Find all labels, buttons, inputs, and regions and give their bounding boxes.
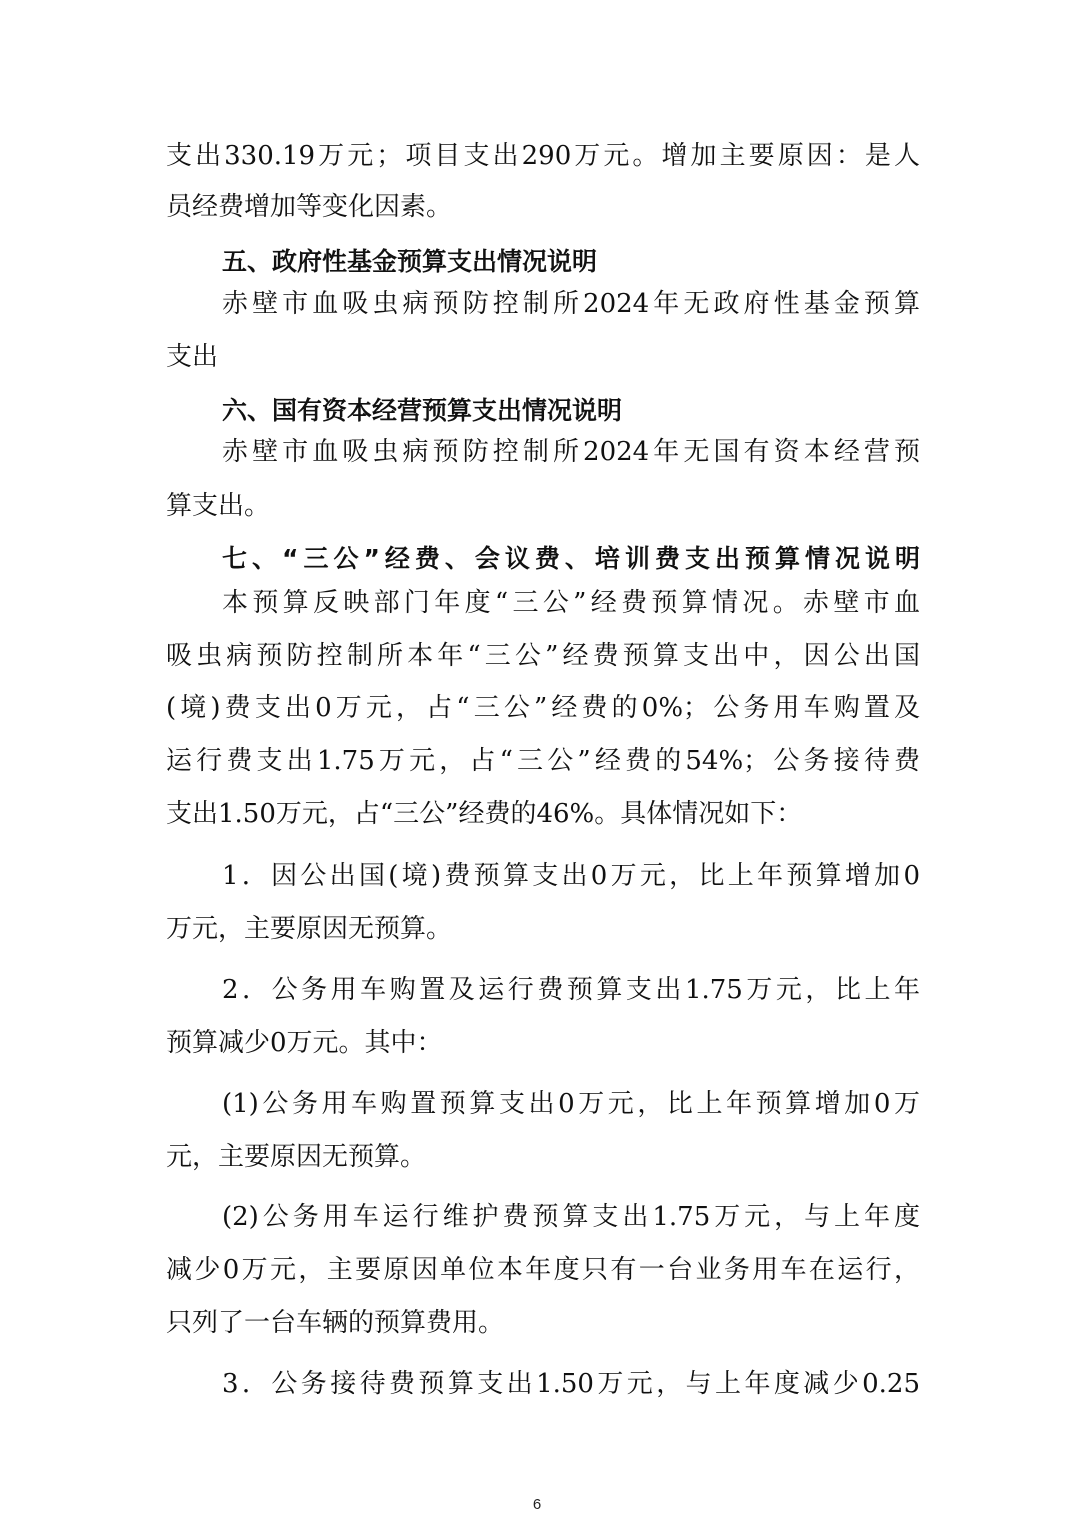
text-line-2: 员经费增加等变化因素。 [166, 192, 453, 222]
text-line-19: 减少0万元，主要原因单位本年度只有一台业务用车在运行， [166, 1255, 920, 1285]
section-heading-6: 六、国有资本经营预算支出情况说明 [222, 396, 623, 425]
text-line-12: 1．因公出国(境)费预算支出0万元，比上年预算增加0 [222, 861, 920, 891]
text-line-1: 支出330.19万元；项目支出290万元。增加主要原因：是人 [166, 141, 920, 171]
text-line-18: (2)公务用车运行维护费预算支出1.75万元，与上年度 [222, 1202, 920, 1232]
section-heading-5: 五、政府性基金预算支出情况说明 [222, 247, 598, 276]
text-line-21: 3．公务接待费预算支出1.50万元，与上年度减少0.25 [222, 1369, 920, 1399]
text-line-5: 赤壁市血吸虫病预防控制所2024年无国有资本经营预 [222, 437, 920, 467]
text-line-10: 运行费支出1.75万元，占“三公”经费的54%；公务接待费 [166, 746, 920, 776]
page-number: 6 [532, 1496, 542, 1513]
text-line-4: 支出 [166, 342, 219, 372]
text-line-8: 吸虫病预防控制所本年“三公”经费预算支出中，因公出国 [166, 641, 920, 671]
text-line-11: 支出1.50万元，占“三公”经费的46%。具体情况如下： [166, 799, 803, 829]
text-line-17: 元，主要原因无预算。 [166, 1142, 427, 1172]
text-line-15: 预算减少0万元。其中： [166, 1028, 443, 1058]
text-line-20: 只列了一台车辆的预算费用。 [166, 1308, 505, 1338]
text-line-6: 算支出。 [166, 491, 271, 521]
text-line-9: (境)费支出0万元，占“三公”经费的0%；公务用车购置及 [166, 693, 920, 723]
text-line-3: 赤壁市血吸虫病预防控制所2024年无政府性基金预算 [222, 289, 920, 319]
text-line-7: 本预算反映部门年度“三公”经费预算情况。赤壁市血 [222, 588, 920, 618]
text-line-14: 2．公务用车购置及运行费预算支出1.75万元，比上年 [222, 975, 920, 1005]
text-line-16: (1)公务用车购置预算支出0万元，比上年预算增加0万 [222, 1089, 920, 1119]
text-line-13: 万元，主要原因无预算。 [166, 914, 453, 944]
section-heading-7: 七、“三公”经费、会议费、培训费支出预算情况说明 [222, 544, 920, 573]
